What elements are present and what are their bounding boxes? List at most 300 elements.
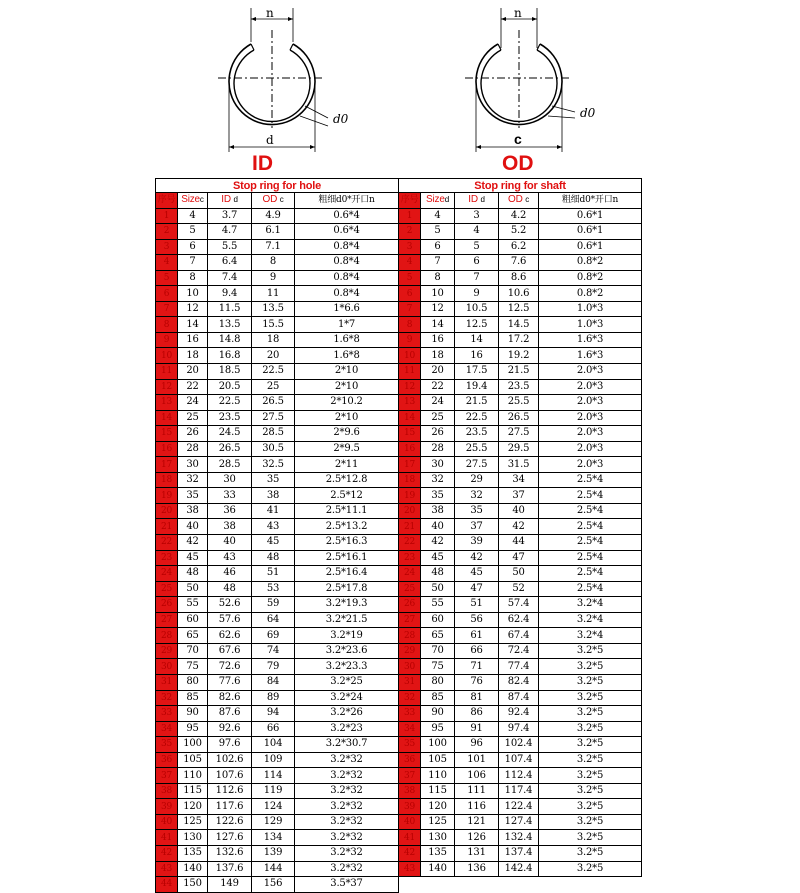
id-cell: 36	[208, 503, 252, 519]
id-cell: 33	[208, 488, 252, 504]
table-row	[399, 845, 642, 861]
id-cell: 17.5	[455, 364, 499, 380]
size-cell: 40	[421, 519, 455, 535]
od-cell: 44	[499, 535, 539, 551]
row-index: 19	[156, 488, 178, 504]
spec-cell: 3.2*5	[539, 845, 642, 861]
id-cell: 45	[455, 566, 499, 582]
od-cell: 124	[252, 799, 295, 815]
od-cell: 129	[252, 814, 295, 830]
table-row	[156, 457, 399, 473]
od-cell: 127.4	[499, 814, 539, 830]
table-row	[399, 441, 642, 457]
header-no: 序号	[156, 193, 178, 209]
table-row	[156, 426, 399, 442]
size-cell: 135	[421, 845, 455, 861]
table-row	[156, 286, 399, 302]
size-cell: 85	[178, 690, 208, 706]
table-row	[399, 457, 642, 473]
header-id	[208, 193, 252, 209]
spec-cell: 2.5*4	[539, 550, 642, 566]
spec-cell: 3.2*5	[539, 659, 642, 675]
row-index: 3	[156, 239, 178, 255]
od-cell: 42	[499, 519, 539, 535]
table-row	[156, 410, 399, 426]
header-size	[421, 193, 455, 209]
id-cell: 43	[208, 550, 252, 566]
id-cell: 16.8	[208, 348, 252, 364]
table-row	[156, 395, 399, 411]
table-row	[156, 674, 399, 690]
spec-cell: 3.2*25	[295, 674, 399, 690]
od-cell: 20	[252, 348, 295, 364]
size-cell: 105	[421, 752, 455, 768]
spec-cell: 2.5*16.4	[295, 566, 399, 582]
spec-cell: 3.2*5	[539, 721, 642, 737]
id-cell: 37	[455, 519, 499, 535]
table-row	[399, 364, 642, 380]
row-index: 9	[399, 332, 421, 348]
spec-cell: 0.8*4	[295, 286, 399, 302]
size-cell: 60	[421, 612, 455, 628]
header-spec: 粗细d0*开口n	[295, 193, 399, 209]
spec-cell: 3.2*5	[539, 830, 642, 846]
row-index: 30	[399, 659, 421, 675]
table-row	[399, 643, 642, 659]
size-cell: 7	[421, 255, 455, 271]
od-cell: 52	[499, 581, 539, 597]
size-cell: 85	[421, 690, 455, 706]
spec-cell: 3.2*30.7	[295, 737, 399, 753]
row-index: 23	[399, 550, 421, 566]
table-row	[399, 410, 642, 426]
table-row	[399, 799, 642, 815]
id-cell: 16	[455, 348, 499, 364]
spec-cell: 3.2*32	[295, 768, 399, 784]
od-cell: 47	[499, 550, 539, 566]
row-index: 25	[156, 581, 178, 597]
spec-cell: 3.2*23.6	[295, 643, 399, 659]
od-d0-label: d0	[580, 106, 596, 120]
od-cell: 37	[499, 488, 539, 504]
id-cell: 3.7	[208, 208, 252, 224]
size-cell: 80	[421, 674, 455, 690]
od-cell: 18	[252, 332, 295, 348]
row-index: 16	[156, 441, 178, 457]
id-cell: 116	[455, 799, 499, 815]
table-row	[156, 301, 399, 317]
spec-cell: 2.0*3	[539, 379, 642, 395]
spec-cell: 3.2*5	[539, 674, 642, 690]
header-od	[499, 193, 539, 209]
row-index: 11	[399, 364, 421, 380]
id-cell: 82.6	[208, 690, 252, 706]
size-cell: 55	[178, 597, 208, 613]
row-index: 38	[399, 783, 421, 799]
row-index: 43	[399, 861, 421, 877]
size-cell: 32	[178, 472, 208, 488]
table-row	[399, 286, 642, 302]
table-row	[399, 348, 642, 364]
table-header-row	[156, 193, 399, 209]
row-index: 14	[399, 410, 421, 426]
od-cell: 25	[252, 379, 295, 395]
spec-cell: 2.5*11.1	[295, 503, 399, 519]
header-size-sub: c	[199, 195, 204, 205]
row-index: 42	[399, 845, 421, 861]
size-cell: 24	[421, 395, 455, 411]
id-cell: 19.4	[455, 379, 499, 395]
od-cell: 72.4	[499, 643, 539, 659]
size-cell: 24	[178, 395, 208, 411]
table-row	[156, 814, 399, 830]
od-cell: 66	[252, 721, 295, 737]
spec-cell: 1*7	[295, 317, 399, 333]
spec-cell: 3.2*5	[539, 861, 642, 877]
table-row	[156, 379, 399, 395]
size-cell: 90	[178, 706, 208, 722]
table-row	[399, 597, 642, 613]
row-index: 34	[399, 721, 421, 737]
size-cell: 12	[421, 301, 455, 317]
id-cell: 47	[455, 581, 499, 597]
id-cell: 107.6	[208, 768, 252, 784]
size-cell: 100	[178, 737, 208, 753]
spec-cell: 2.5*4	[539, 535, 642, 551]
id-cell: 102.6	[208, 752, 252, 768]
od-cell: 4.2	[499, 208, 539, 224]
id-cell: 24.5	[208, 426, 252, 442]
size-cell: 55	[421, 597, 455, 613]
table-row	[399, 612, 642, 628]
size-cell: 110	[178, 768, 208, 784]
od-cell: 14.5	[499, 317, 539, 333]
table-row	[156, 706, 399, 722]
size-cell: 22	[178, 379, 208, 395]
od-cell: 27.5	[252, 410, 295, 426]
row-index: 3	[399, 239, 421, 255]
spec-cell: 1*6.6	[295, 301, 399, 317]
table-row	[399, 255, 642, 271]
id-cell: 81	[455, 690, 499, 706]
od-cell: 8	[252, 255, 295, 271]
spec-cell: 2*10	[295, 364, 399, 380]
header-od-label: OD	[507, 194, 523, 206]
id-cell: 72.6	[208, 659, 252, 675]
spec-cell: 2.0*3	[539, 457, 642, 473]
od-cell: 107.4	[499, 752, 539, 768]
table-row	[399, 690, 642, 706]
row-index: 4	[399, 255, 421, 271]
od-cell: 82.4	[499, 674, 539, 690]
spec-cell: 2*9.6	[295, 426, 399, 442]
row-index: 8	[156, 317, 178, 333]
spec-cell: 0.6*4	[295, 208, 399, 224]
size-cell: 22	[421, 379, 455, 395]
row-index: 2	[156, 224, 178, 240]
size-cell: 8	[178, 270, 208, 286]
spec-cell: 3.2*5	[539, 799, 642, 815]
od-cell: 4.9	[252, 208, 295, 224]
spec-cell: 2.0*3	[539, 395, 642, 411]
size-cell: 28	[421, 441, 455, 457]
od-cell: 10.6	[499, 286, 539, 302]
spec-cell: 3.2*5	[539, 737, 642, 753]
table-row	[156, 441, 399, 457]
id-cell: 26.5	[208, 441, 252, 457]
size-cell: 48	[178, 566, 208, 582]
spec-cell: 2.0*3	[539, 410, 642, 426]
id-cell: 101	[455, 752, 499, 768]
size-cell: 120	[178, 799, 208, 815]
od-cell: 25.5	[499, 395, 539, 411]
size-cell: 8	[421, 270, 455, 286]
spec-cell: 3.2*5	[539, 690, 642, 706]
od-cell: 8.6	[499, 270, 539, 286]
table-row	[399, 224, 642, 240]
id-cell: 111	[455, 783, 499, 799]
table-row	[399, 488, 642, 504]
spec-cell: 2.5*17.8	[295, 581, 399, 597]
row-index: 40	[156, 814, 178, 830]
id-cell: 21.5	[455, 395, 499, 411]
size-cell: 25	[421, 410, 455, 426]
row-index: 9	[156, 332, 178, 348]
id-cell: 18.5	[208, 364, 252, 380]
size-cell: 140	[421, 861, 455, 877]
id-cell: 22.5	[208, 395, 252, 411]
table-row	[156, 643, 399, 659]
size-cell: 38	[178, 503, 208, 519]
table-row	[399, 379, 642, 395]
id-cell: 96	[455, 737, 499, 753]
od-cell: 7.6	[499, 255, 539, 271]
id-cell: 57.6	[208, 612, 252, 628]
id-cell: 9	[455, 286, 499, 302]
od-cell: 29.5	[499, 441, 539, 457]
size-cell: 18	[421, 348, 455, 364]
row-index: 17	[399, 457, 421, 473]
id-cell: 77.6	[208, 674, 252, 690]
od-cell: 53	[252, 581, 295, 597]
table-row	[399, 208, 642, 224]
row-index: 5	[399, 270, 421, 286]
od-cell: 89	[252, 690, 295, 706]
spec-cell: 1.6*8	[295, 332, 399, 348]
row-index: 32	[156, 690, 178, 706]
spec-cell: 3.2*23	[295, 721, 399, 737]
table-row	[156, 364, 399, 380]
id-label: ID	[252, 152, 273, 175]
od-cell: 92.4	[499, 706, 539, 722]
spec-cell: 2.5*4	[539, 566, 642, 582]
od-cell: 79	[252, 659, 295, 675]
id-cell: 13.5	[208, 317, 252, 333]
table-row	[156, 503, 399, 519]
od-cell: 41	[252, 503, 295, 519]
od-cell: 64	[252, 612, 295, 628]
row-index: 38	[156, 783, 178, 799]
size-cell: 35	[178, 488, 208, 504]
id-cell: 86	[455, 706, 499, 722]
id-cell: 4.7	[208, 224, 252, 240]
row-index: 39	[156, 799, 178, 815]
table-row	[156, 472, 399, 488]
table-row	[399, 737, 642, 753]
od-cell: 7.1	[252, 239, 295, 255]
header-spec: 粗细d0*开口n	[539, 193, 642, 209]
size-cell: 30	[178, 457, 208, 473]
row-index: 12	[156, 379, 178, 395]
od-cell: 134	[252, 830, 295, 846]
spec-cell: 3.2*4	[539, 597, 642, 613]
od-cell: 12.5	[499, 301, 539, 317]
spec-cell: 3.2*5	[539, 768, 642, 784]
od-cell: 139	[252, 845, 295, 861]
od-cell: 19.2	[499, 348, 539, 364]
row-index: 26	[156, 597, 178, 613]
id-cell: 23.5	[455, 426, 499, 442]
id-cell: 20.5	[208, 379, 252, 395]
od-cell: 50	[499, 566, 539, 582]
row-index: 42	[156, 845, 178, 861]
id-cell: 12.5	[455, 317, 499, 333]
size-cell: 10	[178, 286, 208, 302]
id-cell: 92.6	[208, 721, 252, 737]
table-row	[156, 550, 399, 566]
header-id	[455, 193, 499, 209]
row-index: 28	[156, 628, 178, 644]
od-cell: 104	[252, 737, 295, 753]
size-cell: 65	[178, 628, 208, 644]
od-cell: 59	[252, 597, 295, 613]
size-cell: 40	[178, 519, 208, 535]
row-index: 35	[156, 737, 178, 753]
row-index: 24	[156, 566, 178, 582]
spec-cell: 3.2*19.3	[295, 597, 399, 613]
table-row	[156, 239, 399, 255]
row-index: 36	[399, 752, 421, 768]
row-index: 2	[399, 224, 421, 240]
size-cell: 75	[421, 659, 455, 675]
size-cell: 26	[178, 426, 208, 442]
od-cell: 132.4	[499, 830, 539, 846]
table-row	[156, 799, 399, 815]
spec-cell: 2*10	[295, 410, 399, 426]
id-d0-label: d0	[333, 112, 349, 126]
spec-cell: 3.2*32	[295, 845, 399, 861]
od-cell: 30.5	[252, 441, 295, 457]
size-cell: 70	[178, 643, 208, 659]
id-cell: 71	[455, 659, 499, 675]
row-index: 41	[399, 830, 421, 846]
table-row	[399, 503, 642, 519]
id-cell: 46	[208, 566, 252, 582]
spec-cell: 3.2*32	[295, 752, 399, 768]
table-row	[399, 535, 642, 551]
od-cell: 34	[499, 472, 539, 488]
od-cell: 77.4	[499, 659, 539, 675]
spec-cell: 3.2*4	[539, 612, 642, 628]
table-row	[399, 426, 642, 442]
row-index: 37	[156, 768, 178, 784]
row-index: 10	[399, 348, 421, 364]
id-cell: 35	[455, 503, 499, 519]
od-cell: 122.4	[499, 799, 539, 815]
size-cell: 7	[178, 255, 208, 271]
row-index: 29	[399, 643, 421, 659]
id-cell: 112.6	[208, 783, 252, 799]
id-cell: 6	[455, 255, 499, 271]
table-row	[156, 721, 399, 737]
row-index: 27	[156, 612, 178, 628]
row-index: 1	[399, 208, 421, 224]
id-cell: 91	[455, 721, 499, 737]
row-index: 41	[156, 830, 178, 846]
table-row	[156, 628, 399, 644]
spec-cell: 0.6*1	[539, 224, 642, 240]
row-index: 13	[156, 395, 178, 411]
id-cell: 67.6	[208, 643, 252, 659]
size-cell: 50	[178, 581, 208, 597]
size-cell: 6	[421, 239, 455, 255]
row-index: 4	[156, 255, 178, 271]
spec-cell: 3.2*32	[295, 830, 399, 846]
row-index: 23	[156, 550, 178, 566]
row-index: 34	[156, 721, 178, 737]
id-cell: 126	[455, 830, 499, 846]
row-index: 43	[156, 861, 178, 877]
table-row	[399, 814, 642, 830]
spec-cell: 2.5*4	[539, 472, 642, 488]
table-row	[399, 270, 642, 286]
od-cell: 112.4	[499, 768, 539, 784]
id-cell: 5.5	[208, 239, 252, 255]
row-index: 12	[399, 379, 421, 395]
size-cell: 5	[421, 224, 455, 240]
size-cell: 50	[421, 581, 455, 597]
size-cell: 115	[178, 783, 208, 799]
spec-cell: 2.5*12	[295, 488, 399, 504]
table-row	[156, 783, 399, 799]
row-index: 28	[399, 628, 421, 644]
size-cell: 42	[178, 535, 208, 551]
table-row	[399, 332, 642, 348]
size-cell: 4	[178, 208, 208, 224]
table-row	[399, 239, 642, 255]
row-index: 25	[399, 581, 421, 597]
id-n-label: n	[266, 6, 274, 20]
row-index: 39	[399, 799, 421, 815]
header-id-label: ID	[221, 194, 231, 206]
spec-cell: 1.0*3	[539, 301, 642, 317]
size-cell: 20	[421, 364, 455, 380]
size-cell: 42	[421, 535, 455, 551]
od-cell: 74	[252, 643, 295, 659]
spec-cell: 0.8*2	[539, 286, 642, 302]
od-cell: 15.5	[252, 317, 295, 333]
row-index: 44	[156, 877, 178, 893]
od-cell: 51	[252, 566, 295, 582]
size-cell: 130	[178, 830, 208, 846]
size-cell: 130	[421, 830, 455, 846]
row-index: 40	[399, 814, 421, 830]
table-row	[156, 208, 399, 224]
size-cell: 70	[421, 643, 455, 659]
row-index: 29	[156, 643, 178, 659]
id-cell: 7.4	[208, 270, 252, 286]
spec-cell: 1.6*3	[539, 332, 642, 348]
